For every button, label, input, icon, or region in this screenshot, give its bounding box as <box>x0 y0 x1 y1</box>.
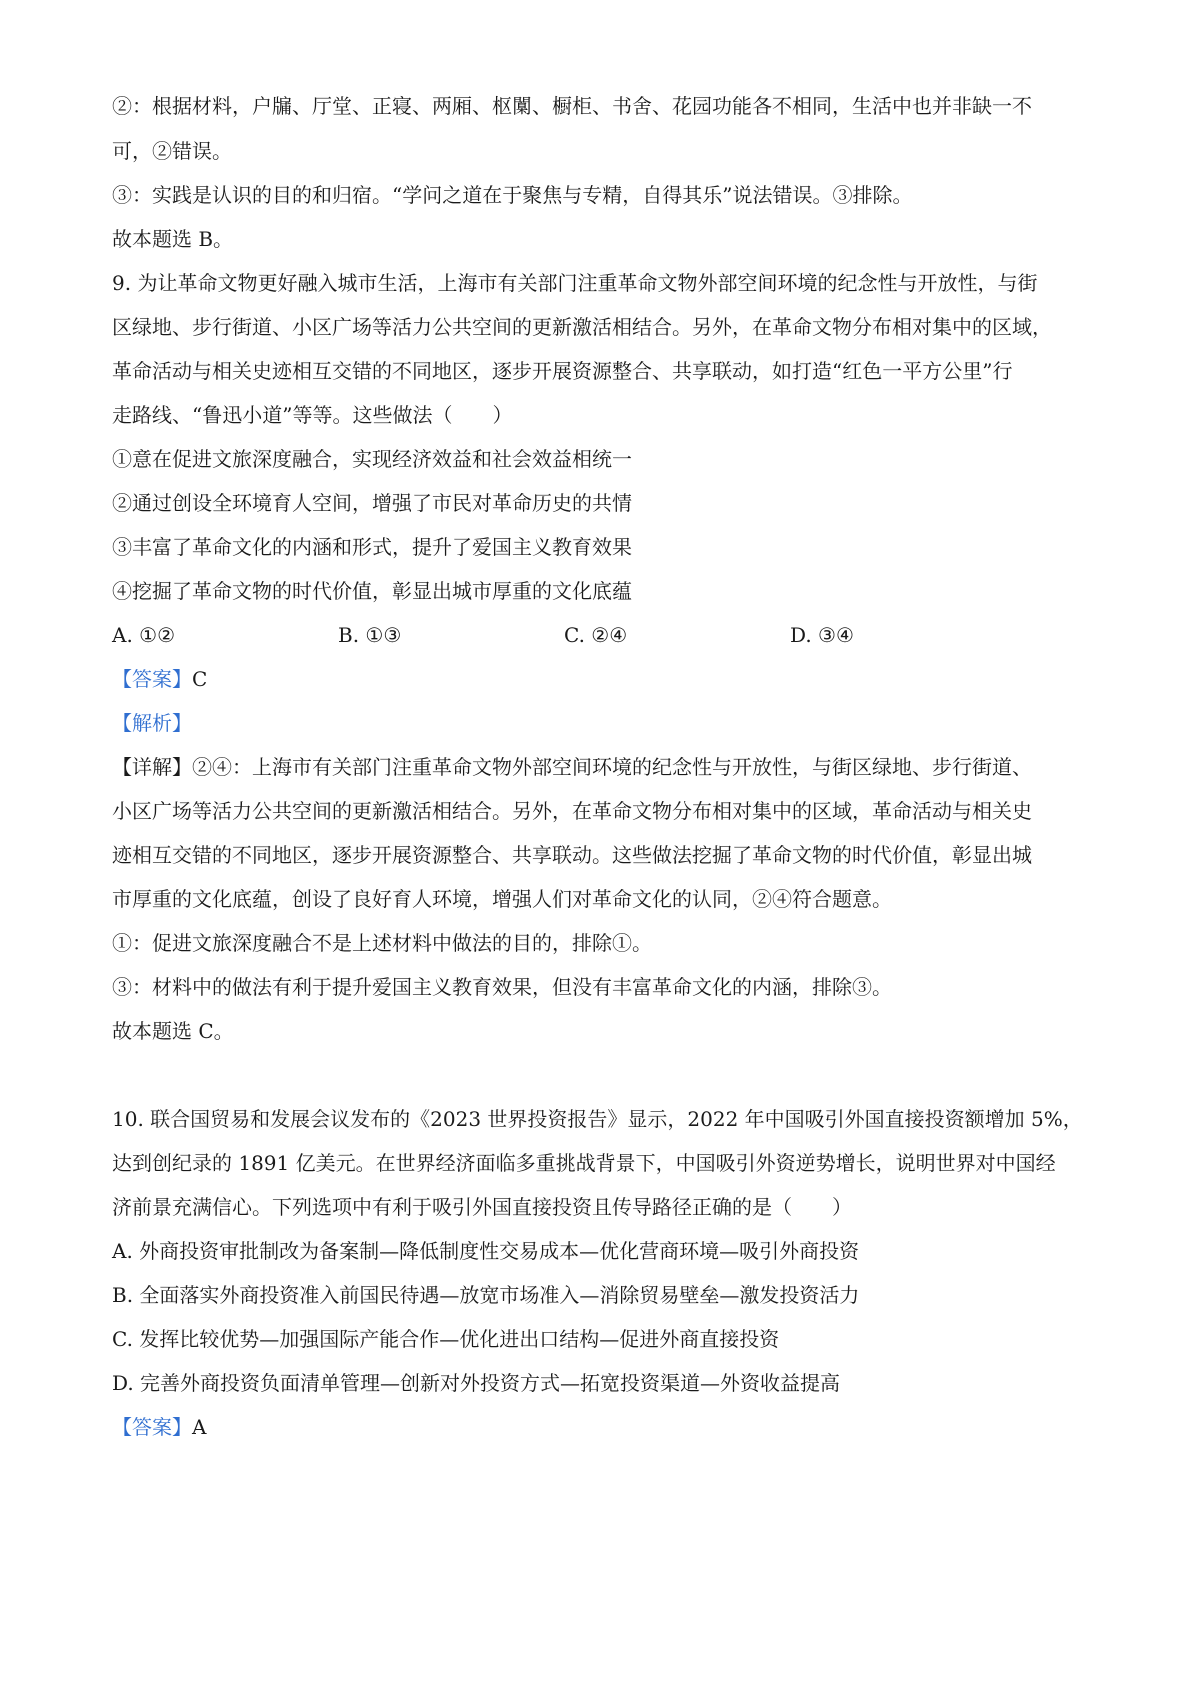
answer-line <box>112 665 1102 693</box>
exclusion-line: ①：促进文旅深度融合不是上述材料中做法的目的，排除①。 <box>112 931 652 955</box>
option-c: C. 发挥比较优势—加强国际产能合作—优化进出口结构—促进外商直接投资 <box>112 1327 780 1351</box>
answer-value: A <box>192 1415 207 1439</box>
analysis-line <box>112 709 1102 737</box>
question-9-stem: 区绿地、步行街道、小区广场等活力公共空间的更新激活相结合。另外，在革命文物分布相对集中的区域， <box>112 315 1052 339</box>
option-d: D. ③④ <box>790 623 854 647</box>
explanation-line: ③：实践是认识的目的和归宿。“学问之道在于聚焦与专精，自得其乐”说法错误。③排除。 <box>112 183 913 207</box>
detail-line: 市厚重的文化底蕴，创设了良好育人环境，增强人们对革命文化的认同，②④符合题意。 <box>112 887 892 911</box>
statement-3: ③丰富了革命文化的内涵和形式，提升了爱国主义教育效果 <box>112 535 632 559</box>
question-9-stem: 走路线、“鲁迅小道”等等。这些做法（ ） <box>112 403 513 427</box>
answer-value: C <box>192 667 208 691</box>
conclusion-line: 故本题选 B。 <box>112 227 234 251</box>
exclusion-line: ③：材料中的做法有利于提升爱国主义教育效果，但没有丰富革命文化的内涵，排除③。 <box>112 975 892 999</box>
question-9-stem: 革命活动与相关史迹相互交错的不同地区，逐步开展资源整合、共享联动，如打造“红色一平方公里”行 <box>112 359 1013 383</box>
option-a: A. ①② <box>112 623 176 647</box>
option-d: D. 完善外商投资负面清单管理—创新对外投资方式—拓宽投资渠道—外资收益提高 <box>112 1371 841 1395</box>
answer-tag: 【答案】 <box>112 667 192 691</box>
explanation-line: 可，②错误。 <box>112 139 232 163</box>
statement-4: ④挖掘了革命文物的时代价值，彰显出城市厚重的文化底蕴 <box>112 579 632 603</box>
explanation-line: ②：根据材料，户牖、厅堂、正寝、两厢、枢闑、橱柜、书舍、花园功能各不相同，生活中也并非缺一不 <box>112 94 1032 118</box>
answer-tag: 【答案】 <box>112 1415 192 1439</box>
option-b: B. ①③ <box>338 623 402 647</box>
detail-line <box>112 753 1102 781</box>
detail-text: ②④：上海市有关部门注重革命文物外部空间环境的纪念性与开放性，与街区绿地、步行街道、 <box>192 755 1032 779</box>
option-c: C. ②④ <box>564 623 628 647</box>
detail-line: 小区广场等活力公共空间的更新激活相结合。另外，在革命文物分布相对集中的区域，革命活动与相关史 <box>112 799 1032 823</box>
question-10-stem: 达到创纪录的 1891 亿美元。在世界经济面临多重挑战背景下，中国吸引外资逆势增长，说明世界对中国经 <box>112 1151 1056 1175</box>
statement-1: ①意在促进文旅深度融合，实现经济效益和社会效益相统一 <box>112 447 632 471</box>
statement-2: ②通过创设全环境育人空间，增强了市民对革命历史的共情 <box>112 491 632 515</box>
conclusion-line: 故本题选 C。 <box>112 1019 234 1043</box>
detail-line: 迹相互交错的不同地区，逐步开展资源整合、共享联动。这些做法挖掘了革命文物的时代价值，彰显出城 <box>112 843 1032 867</box>
option-b: B. 全面落实外商投资准入前国民待遇—放宽市场准入—消除贸易壁垒—激发投资活力 <box>112 1283 860 1307</box>
detail-tag: 【详解】 <box>112 755 192 779</box>
analysis-tag: 【解析】 <box>112 711 192 735</box>
question-10-stem: 10. 联合国贸易和发展会议发布的《2023 世界投资报告》显示，2022 年中国吸引外国直接投资额增加 5%， <box>112 1107 1083 1131</box>
question-10-stem: 济前景充满信心。下列选项中有利于吸引外国直接投资且传导路径正确的是（ ） <box>112 1195 852 1219</box>
question-9-stem: 9. 为让革命文物更好融入城市生活，上海市有关部门注重革命文物外部空间环境的纪念性与开放性，与街 <box>112 271 1038 295</box>
answer-line <box>112 1413 1102 1441</box>
option-a: A. 外商投资审批制改为备案制—降低制度性交易成本—优化营商环境—吸引外商投资 <box>112 1239 860 1263</box>
